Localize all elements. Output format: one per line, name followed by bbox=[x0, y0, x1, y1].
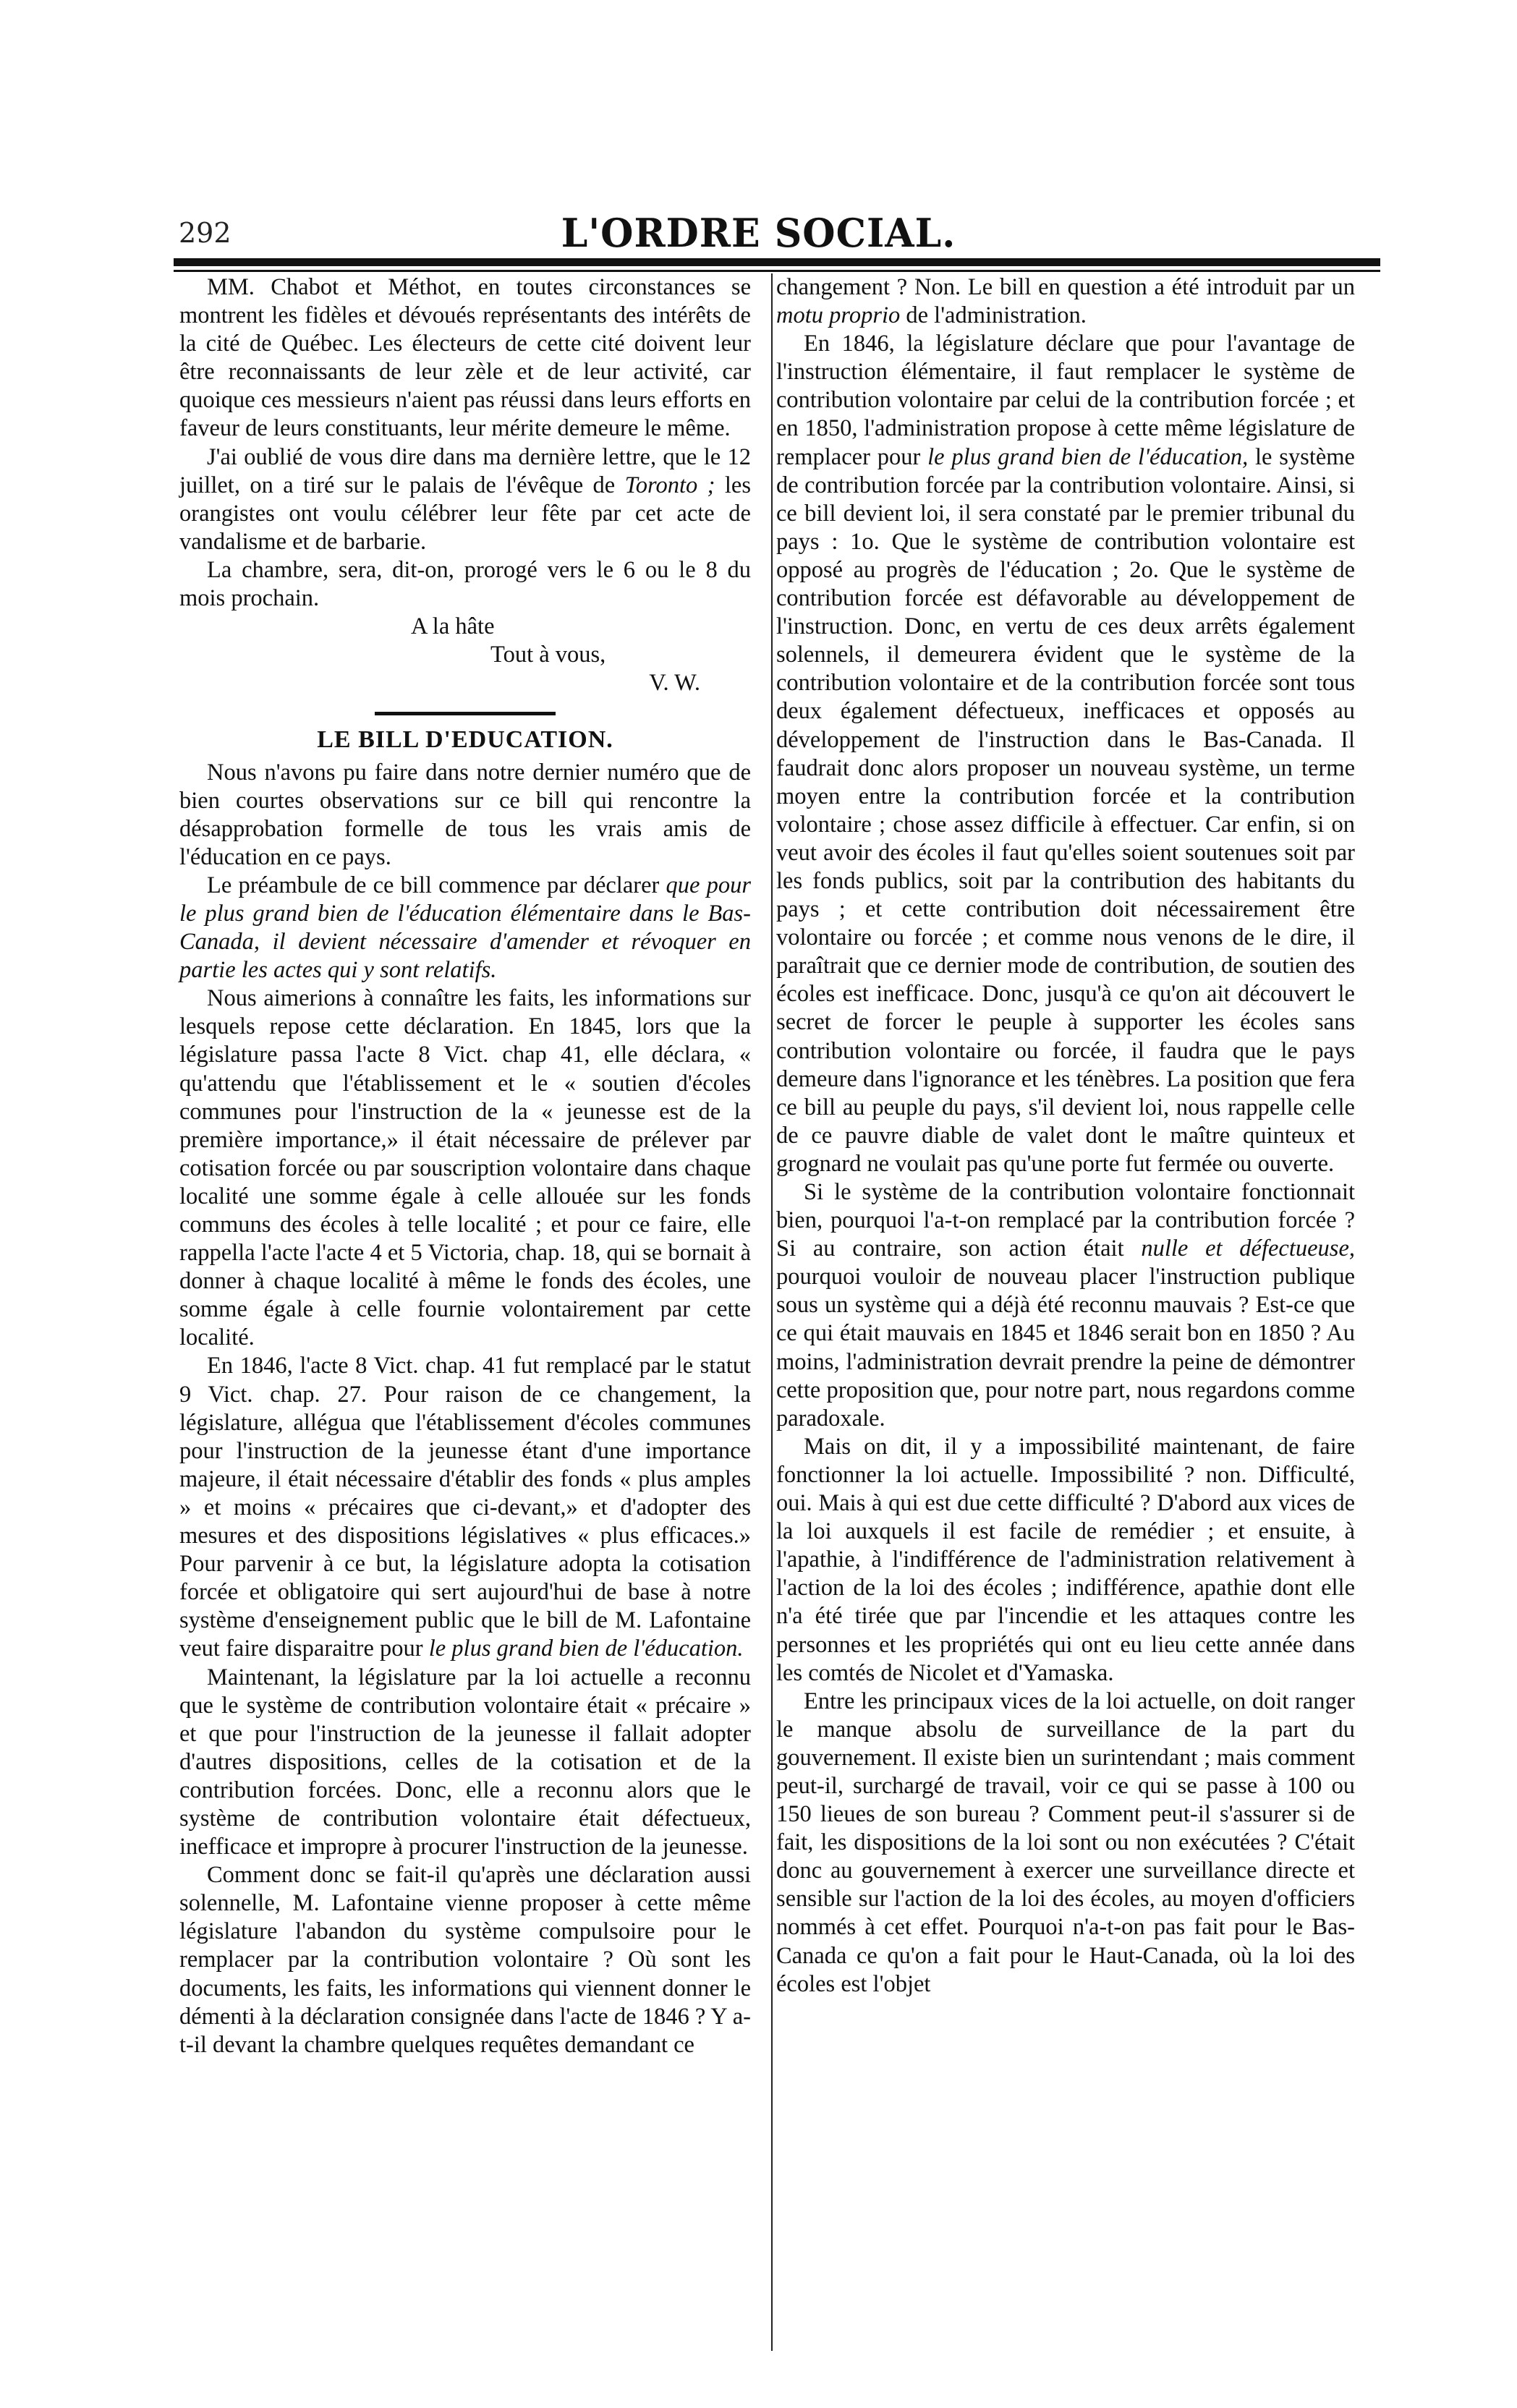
paragraph: Le préambule de ce bill commence par déclarer que pour le plus grand bien de l'éducation élémentaire dans le Bas-Canada, il devient nécessaire d'amender et révoquer en partie les actes qui y sont relatifs. bbox=[179, 872, 751, 984]
right-column bbox=[776, 273, 1355, 1999]
paragraph: Comment donc se fait-il qu'après une déclaration aussi solennelle, M. Lafontaine vienne proposer à cette même législature l'abandon du système compulsoire pour le remplacer par la contribution volontaire ? Où sont les documents, les faits, les informations qui viennent donner le démenti à la déclaration consignée dans l'acte de 1846 ? Y a-t-il devant la chambre quelques requêtes demandant ce bbox=[179, 1862, 751, 2058]
paragraph: En 1846, la législature déclare que pour l'avantage de l'instruction élémentaire, il faut remplacer le système de contribution volontaire par celui de la contribution forcée ; et en 1850, l'administration propose à cette même législature de remplacer pour le plus grand bien de l'éducation, le système de contribution forcée par la contribution volontaire. Ainsi, si ce bill devient loi, il sera constaté par le premier tribunal du pays : 1o. Que le système de contribution volontaire est opposé au progrès de l'éducation ; 2o. Que le système de contribution forcée est défavorable au développement de l'instruction. Donc, en vertu de ces deux arrêts également solennels, il demeurera évident que le système de la contribution volontaire et de la contribution forcée sont tous deux également défectueux, inefficaces et opposés au développement de l'instruction dans le Bas-Canada. Il faudrait donc alors proposer un nouveau système, un terme moyen entre la contribution forcée et la contribution volontaire ; chose assez difficile à effectuer. Car enfin, si on veut avoir des écoles il faut qu'elles soient soutenues soit par les fonds publics, soit par la contribution des habitants du pays ; et cette contribution doit nécessairement être volontaire ou forcée ; et comme nous venons de le dire, il paraîtrait que ce dernier mode de contribution, de soutien des écoles est inefficace. Donc, jusqu'à ce qu'on ait découvert le secret de forcer le peuple à supporter les écoles sans contribution volontaire ou forcée, il faudra que le pays demeure dans l'ignorance et les ténèbres. La position que fera ce bill au peuple du pays, s'il devient loi, nous rappelle celle de ce pauvre diable de valet dont le maître quinteux et grognard ne voulait pas qu'une porte fut fermée ou ouverte. bbox=[776, 331, 1355, 1177]
signature-line: Tout à vous, bbox=[490, 642, 606, 668]
page-number: 292 bbox=[179, 217, 231, 249]
paragraph: Nous aimerions à connaître les faits, les informations sur lesquels repose cette déclaration. En 1845, lors que la législature passa l'acte 8 Vict. chap 41, elle déclara, « qu'attendu que l'établissement et le « soutien d'écoles communes pour l'instruction de la « jeunesse est de la première importance,» il était nécessaire de prélever par cotisation forcée ou par souscription volontaire dans chaque localité une somme égale à celle allouée sur les fonds communs des écoles à telle localité ; et pour ce faire, elle rappella l'acte l'acte 4 et 5 Victoria, chap. 18, qui se bornait à donner à chaque localité à même le fonds des écoles, une somme égale à celle fournie volontairement par cette localité. bbox=[179, 985, 751, 1351]
paragraph: MM. Chabot et Méthot, en toutes circonstances se montrent les fidèles et dévoués représentants des intérêts de la cité de Québec. Les électeurs de cette cité doivent leur être reconnaissants de leur zèle et de leur activité, car quoique ces messieurs n'aient pas réussi dans leurs efforts en faveur de leurs constituants, leur mérite demeure le même. bbox=[179, 274, 751, 442]
column-divider bbox=[771, 273, 773, 2351]
paragraph: En 1846, l'acte 8 Vict. chap. 41 fut remplacé par le statut 9 Vict. chap. 27. Pour raison de ce changement, la législature, allégua que l'établissement d'écoles communes pour l'instruction de la jeunesse étant d'une importance majeure, il était nécessaire d'établir des fonds « plus amples » et moins « précaires que ci-devant,» et d'adopter des mesures et des dispositions législatives « plus efficaces.» Pour parvenir à ce but, la législature adopta la cotisation forcée et obligatoire qui sert aujourd'hui de base à notre système d'enseignement public que le bill de M. Lafontaine veut faire disparaitre pour le plus grand bien de l'éducation. bbox=[179, 1353, 751, 1662]
left-column bbox=[179, 273, 751, 2059]
signature-line: A la hâte bbox=[411, 613, 495, 640]
section-rule bbox=[375, 712, 556, 715]
paragraph: Maintenant, la législature par la loi actuelle a reconnu que le système de contribution volontaire était « précaire » et que pour l'instruction de la jeunesse il fallait adopter d'autres dispositions, celles de la cotisation et de la contribution forcées. Donc, elle a reconnu alors que le système de contribution volontaire était défectueux, inefficace et impropre à procurer l'instruction de la jeunesse. bbox=[179, 1664, 751, 1860]
paragraph: J'ai oublié de vous dire dans ma dernière lettre, que le 12 juillet, on a tiré sur le palais de l'évêque de Toronto ; les orangistes ont voulu célébrer leur fête par cet acte de vandalisme et de barbarie. bbox=[179, 443, 751, 555]
paragraph: Nous n'avons pu faire dans notre dernier numéro que de bien courtes observations sur ce bill qui rencontre la désapprobation formelle de tous les vrais amis de l'éducation en ce pays. bbox=[179, 759, 751, 870]
article-title: LE BILL D'EDUCATION. bbox=[317, 726, 613, 754]
paragraph: Mais on dit, il y a impossibilité maintenant, de faire fonctionner la loi actuelle. Impossibilité ? non. Difficulté, oui. Mais à qui est due cette difficulté ? D'abord aux vices de la loi auxquels il est facile de remédier ; et ensuite, à l'apathie, à l'indifférence de l'administration relativement à l'action de la loi des écoles ; indifférence, apathie dont elle n'a été tirée que par l'incendie et les attaques contre les personnes et les propriétés qui ont eu lieu cette année dans les comtés de Nicolet et d'Yamaska. bbox=[776, 1433, 1355, 1686]
paragraph: Entre les principaux vices de la loi actuelle, on doit ranger le manque absolu de surveillance de la part du gouvernement. Il existe bien un surintendant ; mais comment peut-il, surchargé de travail, voir ce qui se passe à 100 ou 150 lieues de son bureau ? Comment peut-il s'assurer si de fait, les dispositions de la loi sont ou non exécutées ? C'était donc au gouvernement à exercer une surveillance directe et sensible sur l'action de la loi des écoles, au moyen d'officiers nommés à cet effet. Pourquoi n'a-t-on pas fait pour le Bas-Canada ce qu'on a fait pour le Haut-Canada, où la loi des écoles est l'objet bbox=[776, 1688, 1355, 1997]
signature-initials: V. W. bbox=[649, 670, 700, 697]
running-title: L'ORDRE SOCIAL. bbox=[561, 210, 956, 257]
paragraph: changement ? Non. Le bill en question a été introduit par un motu proprio de l'administration. bbox=[776, 274, 1355, 329]
paragraph: La chambre, sera, dit-on, prorogé vers le 6 ou le 8 du mois prochain. bbox=[179, 556, 751, 612]
paragraph: Si le système de la contribution volontaire fonctionnait bien, pourquoi l'a-t-on remplacé par la contribution forcée ? Si au contraire, son action était nulle et défectueuse, pourquoi vouloir de nouveau placer l'instruction publique sous un système qui a déjà été reconnu mauvais ? Est-ce que ce qui était mauvais en 1845 et 1846 serait bon en 1850 ? Au moins, l'administration devrait prendre la peine de démontrer cette proposition que, pour notre part, nous regardons comme paradoxale. bbox=[776, 1179, 1355, 1431]
header-rule bbox=[174, 258, 1380, 266]
